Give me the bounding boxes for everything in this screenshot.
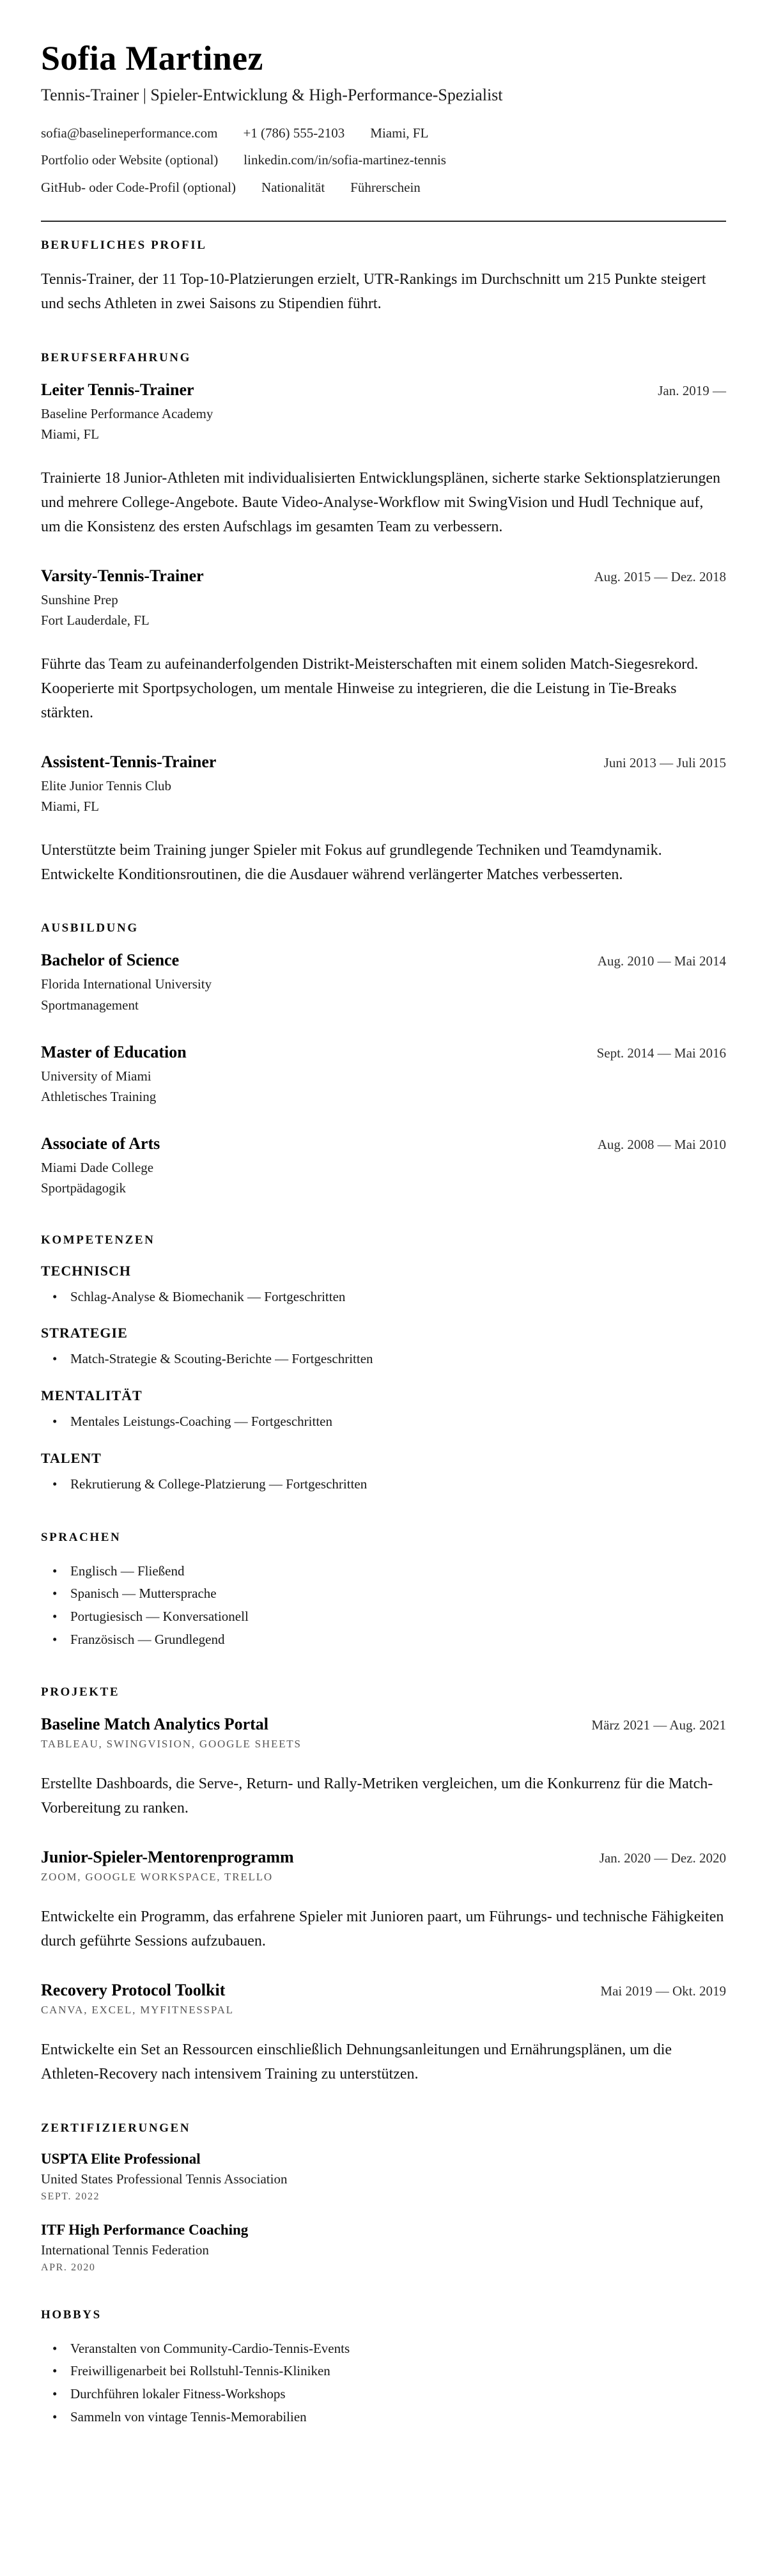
job-description: Unterstützte beim Training junger Spieler mit Fokus auf grundlegende Techniken und Teamdynamik. Entwickelte Konditionsroutinen, die die Ausdauer während verlängerter Matches verbesserten.: [41, 841, 662, 883]
education-entry: [41, 1134, 726, 1199]
project-tech-stack: TABLEAU, SWINGVISION, GOOGLE SHEETS: [41, 1738, 302, 1751]
education-dates: Aug. 2010 — Mai 2014: [597, 953, 726, 969]
skill-group: [41, 1263, 726, 1309]
entry-header: [41, 1981, 726, 2000]
job-dates: Aug. 2015 — Dez. 2018: [594, 568, 726, 584]
hobby-item: • Sammeln von vintage Tennis-Memorabilien: [41, 2406, 726, 2429]
project-description: Erstellte Dashboards, die Serve-, Return- und Rally-Metriken vergleichen, um die Konkurrenz für die Match-Vorbereitung zu ranken.: [41, 1776, 713, 1817]
skill-category: MENTALITÄT: [41, 1387, 143, 1404]
certification-entry: [41, 2222, 726, 2274]
section-languages: [41, 1531, 726, 1651]
school-name: University of Miami: [41, 1068, 151, 1084]
project-tech-stack: ZOOM, GOOGLE WORKSPACE, TRELLO: [41, 1871, 274, 1884]
field-of-study: Sportmanagement: [41, 997, 139, 1013]
certification-name: USPTA Elite Professional: [41, 2150, 201, 2167]
email-text: sofia@baselineperformance.com: [41, 125, 218, 141]
entry-header: [41, 566, 726, 586]
skill-item: • Mentales Leistungs-Coaching — Fortgeschritten: [41, 1410, 726, 1433]
resume-header: [41, 38, 726, 196]
hobby-list: [41, 2338, 726, 2429]
school-name: Miami Dade College: [41, 1159, 154, 1175]
job-location: Miami, FL: [41, 799, 100, 815]
skill-list: [41, 1410, 726, 1433]
code-profile-placeholder-text: GitHub- oder Code-Profil (optional): [41, 179, 236, 195]
section-experience: [41, 351, 726, 887]
section-title-education: AUSBILDUNG: [41, 921, 139, 935]
header-divider: [41, 221, 726, 222]
skill-item: • Schlag-Analyse & Biomechanik — Fortgeschritten: [41, 1286, 726, 1309]
skill-group: [41, 1450, 726, 1496]
section-projects: [41, 1685, 726, 2086]
certification-entry: [41, 2151, 726, 2203]
section-profile: [41, 238, 726, 316]
contact-row-2: [41, 151, 726, 169]
skill-group: [41, 1387, 726, 1433]
language-item: • Portugiesisch — Konversationell: [41, 1605, 726, 1628]
linkedin-text: linkedin.com/in/sofia-martinez-tennis: [244, 152, 446, 168]
project-tech-stack: CANVA, EXCEL, MYFITNESSPAL: [41, 2003, 234, 2016]
section-title-skills: KOMPETENZEN: [41, 1233, 155, 1247]
skill-category: TECHNISCH: [41, 1262, 132, 1279]
skill-category: TALENT: [41, 1449, 102, 1466]
entry-header: [41, 1134, 726, 1153]
job-company: Sunshine Prep: [41, 591, 118, 607]
education-dates: Sept. 2014 — Mai 2016: [596, 1045, 726, 1061]
field-of-study: Sportpädagogik: [41, 1180, 126, 1196]
profile-text: Tennis-Trainer, der 11 Top-10-Platzierungen erzielt, UTR-Rankings im Durchschnitt um 215 Punkte steigert und sechs Athleten in zwei Saisons zu Stipendien führt.: [41, 271, 706, 313]
skill-list: [41, 1286, 726, 1309]
person-name: Sofia Martinez: [41, 39, 263, 77]
entry-header: [41, 1715, 726, 1734]
experience-entry: [41, 753, 726, 887]
certification-date: SEPT. 2022: [41, 2190, 100, 2202]
job-location: Miami, FL: [41, 426, 100, 442]
section-title-projects: PROJEKTE: [41, 1685, 120, 1699]
section-education: [41, 921, 726, 1198]
experience-entry: [41, 566, 726, 726]
hobby-item: • Veranstalten von Community-Cardio-Tennis-Events: [41, 2338, 726, 2361]
language-item: • Spanisch — Muttersprache: [41, 1582, 726, 1605]
job-dates: Juni 2013 — Juli 2015: [603, 754, 726, 770]
skill-group: [41, 1325, 726, 1371]
job-title: Assistent-Tennis-Trainer: [41, 752, 217, 771]
skill-item: • Match-Strategie & Scouting-Berichte — Fortgeschritten: [41, 1348, 726, 1371]
project-title: Junior-Spieler-Mentorenprogramm: [41, 1848, 294, 1867]
project-description: Entwickelte ein Set an Ressourcen einschließlich Dehnungsanleitungen und Ernährungsplänen, um die Athleten-Recovery nach intensivem Training zu unterstützen.: [41, 2041, 672, 2082]
education-dates: Aug. 2008 — Mai 2010: [597, 1136, 726, 1152]
section-hobbies: [41, 2308, 726, 2429]
project-title: Recovery Protocol Toolkit: [41, 1980, 226, 1999]
section-title-profile: BERUFLICHES PROFIL: [41, 238, 207, 253]
education-entry: [41, 1043, 726, 1107]
skill-item: • Rekrutierung & College-Platzierung — Fortgeschritten: [41, 1473, 726, 1496]
hobby-item: • Freiwilligenarbeit bei Rollstuhl-Tennis-Kliniken: [41, 2360, 726, 2383]
project-entry: [41, 1848, 726, 1954]
section-title-experience: BERUFSERFAHRUNG: [41, 350, 191, 364]
degree-title: Associate of Arts: [41, 1134, 160, 1153]
section-title-languages: SPRACHEN: [41, 1530, 121, 1544]
experience-entry: [41, 380, 726, 540]
website-placeholder-text: Portfolio oder Website (optional): [41, 152, 219, 168]
skill-list: [41, 1348, 726, 1371]
certification-name: ITF High Performance Coaching: [41, 2221, 249, 2238]
job-company: Baseline Performance Academy: [41, 405, 213, 421]
certification-date: APR. 2020: [41, 2261, 96, 2273]
drivers-license-text: Führerschein: [350, 179, 421, 195]
job-description: Trainierte 18 Junior-Athleten mit individualisierten Entwicklungsplänen, sicherte starke Sektionsplatzierungen und mehrere College-Angebote. Baute Video-Analyse-Workflow mit SwingVision und Hudl Technique auf, um die Konsistenz des ersten Aufschlags im gesamten Team zu verbessern.: [41, 470, 721, 535]
contact-row-3: [41, 178, 726, 196]
section-title-hobbies: HOBBYS: [41, 2307, 102, 2322]
school-name: Florida International University: [41, 976, 212, 992]
language-item: • Französisch — Grundlegend: [41, 1628, 726, 1651]
project-dates: Mai 2019 — Okt. 2019: [600, 1983, 726, 1999]
project-entry: [41, 1715, 726, 1821]
project-dates: März 2021 — Aug. 2021: [591, 1717, 726, 1733]
skill-list: [41, 1473, 726, 1496]
certification-issuer: International Tennis Federation: [41, 2242, 209, 2258]
project-description: Entwickelte ein Programm, das erfahrene Spieler mit Junioren paart, um Führungs- und technische Fähigkeiten durch geführte Sessions aufzubauen.: [41, 1909, 724, 1949]
field-of-study: Athletisches Training: [41, 1089, 157, 1105]
job-title: Varsity-Tennis-Trainer: [41, 566, 204, 585]
project-dates: Jan. 2020 — Dez. 2020: [599, 1850, 726, 1866]
entry-header: [41, 753, 726, 772]
location-text: Miami, FL: [370, 125, 429, 141]
project-entry: [41, 1981, 726, 2087]
entry-header: [41, 380, 726, 400]
job-description: Führte das Team zu aufeinanderfolgenden Distrikt-Meisterschaften mit einem soliden Match-Siegesrekord. Kooperierte mit Sportpsychologen, um mentale Hinweise zu integrieren, die die Leistung in Tie-Breaks stärkten.: [41, 655, 699, 721]
hobby-item: • Durchführen lokaler Fitness-Workshops: [41, 2383, 726, 2406]
degree-title: Bachelor of Science: [41, 951, 180, 970]
job-location: Fort Lauderdale, FL: [41, 613, 150, 628]
education-entry: [41, 951, 726, 1015]
job-title: Leiter Tennis-Trainer: [41, 380, 194, 399]
section-certifications: [41, 2121, 726, 2274]
section-skills: [41, 1233, 726, 1496]
degree-title: Master of Education: [41, 1042, 187, 1061]
project-title: Baseline Match Analytics Portal: [41, 1715, 269, 1734]
entry-header: [41, 1848, 726, 1867]
language-list: [41, 1560, 726, 1651]
job-company: Elite Junior Tennis Club: [41, 777, 172, 793]
section-title-certifications: ZERTIFIZIERUNGEN: [41, 2121, 191, 2135]
job-dates: Jan. 2019 —: [658, 382, 726, 398]
certification-issuer: United States Professional Tennis Association: [41, 2171, 288, 2187]
contact-row-1: [41, 124, 726, 142]
nationality-text: Nationalität: [261, 179, 325, 195]
entry-header: [41, 1043, 726, 1062]
entry-header: [41, 951, 726, 970]
language-item: • Englisch — Fließend: [41, 1560, 726, 1583]
phone-text: +1 (786) 555-2103: [243, 125, 345, 141]
person-tagline: Tennis-Trainer | Spieler-Entwicklung & High-Performance-Spezialist: [41, 86, 503, 105]
skill-category: STRATEGIE: [41, 1325, 128, 1341]
